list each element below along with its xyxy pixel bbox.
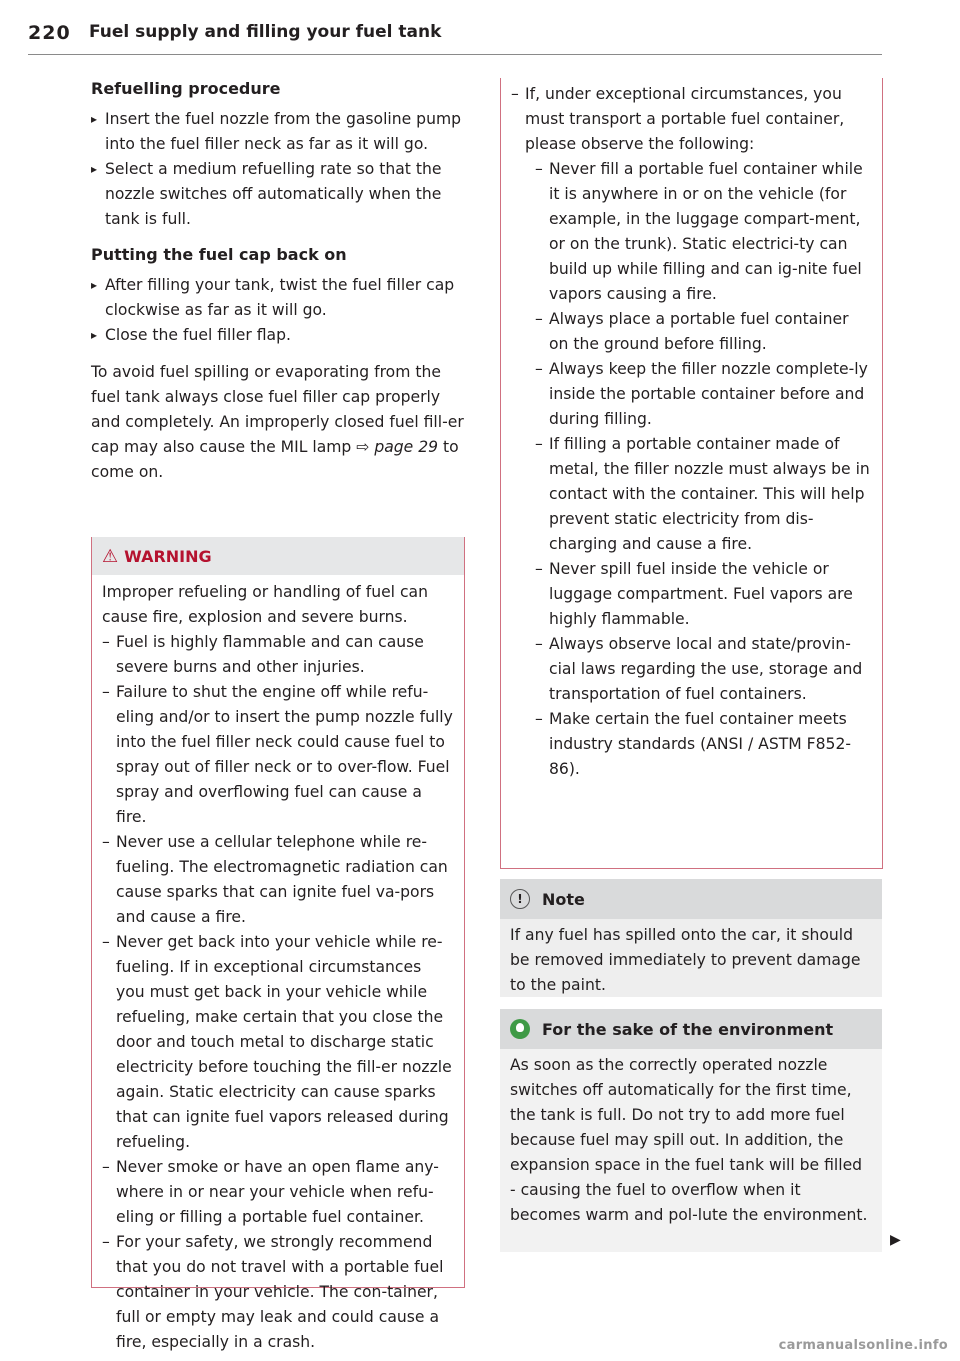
warning-sub-item: – Never fill a portable fuel container while it is anywhere in or on the vehicle (for example, in the luggage compart-ment, or on the trunk). Static electrici-ty can build up while filling and can ig-nite fuel vapors causing a fire. — [535, 157, 872, 307]
watermark: carmanualsonline.info — [778, 1338, 948, 1353]
environment-label: For the sake of the environment — [542, 1019, 834, 1039]
warning-header — [92, 537, 464, 575]
refuelling-steps — [91, 107, 464, 232]
warning-body — [92, 575, 464, 1351]
warning-item: – Never get back into your vehicle while re-fueling. If in exceptional circumstances you must get back in your vehicle while refueling, make certain that you close the door and touch metal to discharge static electricity before touching the fill-er nozzle again. Static electricity can cause sparks that can ignite fuel vapors released during refueling. — [102, 930, 454, 1155]
warning-item: – Never smoke or have an open flame any-where in or near your vehicle when refu-eling or filling a portable fuel container. — [102, 1155, 454, 1230]
environment-box — [500, 1009, 882, 1252]
warning-item: – Failure to shut the engine off while refu-eling and/or to insert the pump nozzle fully into the fuel filler neck could cause fuel to spray out of filler neck or to over-flow. Fuel spray and overflowing fuel can cause a fire. — [102, 680, 454, 830]
note-label: Note — [542, 889, 585, 909]
info-circle-icon: ! — [510, 889, 530, 909]
fuel-cap-step: ▸ After filling your tank, twist the fuel filler cap clockwise as far as it will go. — [91, 273, 464, 323]
note-header — [500, 879, 882, 919]
warning-sub-item: – Never spill fuel inside the vehicle or luggage compartment. Fuel vapors are highly flammable. — [535, 557, 872, 632]
note-box — [500, 879, 882, 997]
warning-triangle-icon: ⚠ — [102, 545, 119, 567]
page-number: 220 — [28, 22, 71, 44]
environment-leaf-icon — [510, 1019, 530, 1039]
paragraph-text: To avoid fuel spilling or evaporating from the fuel tank always close fuel filler cap properly and completely. An improperly closed fuel fill-er cap may also cause the MIL lamp — [91, 363, 464, 456]
environment-header — [500, 1009, 882, 1049]
warning-box-continued — [500, 78, 883, 869]
warning-sub-item: – Always keep the filler nozzle complete-ly inside the portable container before and during filling. — [535, 357, 872, 432]
warning-sub-item: – Always observe local and state/provin-cial laws regarding the use, storage and transportation of fuel containers. — [535, 632, 872, 707]
warning-item: – Never use a cellular telephone while re-fueling. The electromagnetic radiation can cause sparks that can ignite fuel va-pors and cause a fire. — [102, 830, 454, 930]
refuelling-step: ▸ Insert the fuel nozzle from the gasoline pump into the fuel filler neck as far as it will go. — [91, 107, 464, 157]
paragraph-text: to come on. — [91, 438, 459, 481]
warning-box — [91, 537, 465, 1351]
warning-intro: Improper refueling or handling of fuel can cause fire, explosion and severe burns. — [102, 583, 428, 626]
warning-item-split — [102, 1230, 454, 1351]
continue-arrow-icon: ▶ — [890, 1232, 901, 1248]
environment-text: As soon as the correctly operated nozzle switches off automatically for the first time, the tank is full. Do not try to add more fuel because fuel may spill out. In addition, the expansion space in the fuel tank will be filled - causing the fuel to overflow when it becomes warm and pol-lute the environment. — [510, 1056, 868, 1224]
fuel-cap-heading: Putting the fuel cap back on — [91, 245, 347, 264]
warning-body-continued — [501, 78, 882, 782]
warning-item-text: For your safety, we strongly recommend that you do not travel with a portable fuel container in your vehicle. The con-tainer, full or empty may leak and could cause a fire, especially in a crash. — [116, 1233, 444, 1351]
warning-item: – Fuel is highly flammable and can cause severe burns and other injuries. — [102, 630, 454, 680]
warning-label: WARNING — [124, 546, 212, 566]
fuel-cap-step: ▸ Close the fuel filler flap. — [91, 323, 464, 348]
warning-sub-item: – If filling a portable container made of metal, the filler nozzle must always be in contact with the container. This will help prevent static electricity from dis-charging and cause a fire. — [535, 432, 872, 557]
warning-item: – If, under exceptional circumstances, you must transport a portable fuel container, please observe the following: — [511, 82, 872, 157]
left-column — [91, 78, 464, 499]
refuelling-heading: Refuelling procedure — [91, 79, 281, 98]
fuel-cap-paragraph — [91, 360, 464, 485]
page-header — [28, 22, 882, 55]
refuelling-step: ▸ Select a medium refuelling rate so that the nozzle switches off automatically when the tank is full. — [91, 157, 464, 232]
warning-sub-item: – Always place a portable fuel container on the ground before filling. — [535, 307, 872, 357]
warning-sub-item: – Make certain the fuel container meets industry standards (ANSI / ASTM F852-86). — [535, 707, 872, 782]
note-text: If any fuel has spilled onto the car, it should be removed immediately to prevent damage to the paint. — [510, 926, 861, 994]
section-title: Fuel supply and filling your fuel tank — [89, 22, 442, 42]
page-reference-link[interactable]: ⇨ page 29 — [356, 438, 439, 456]
fuel-cap-steps — [91, 273, 464, 348]
